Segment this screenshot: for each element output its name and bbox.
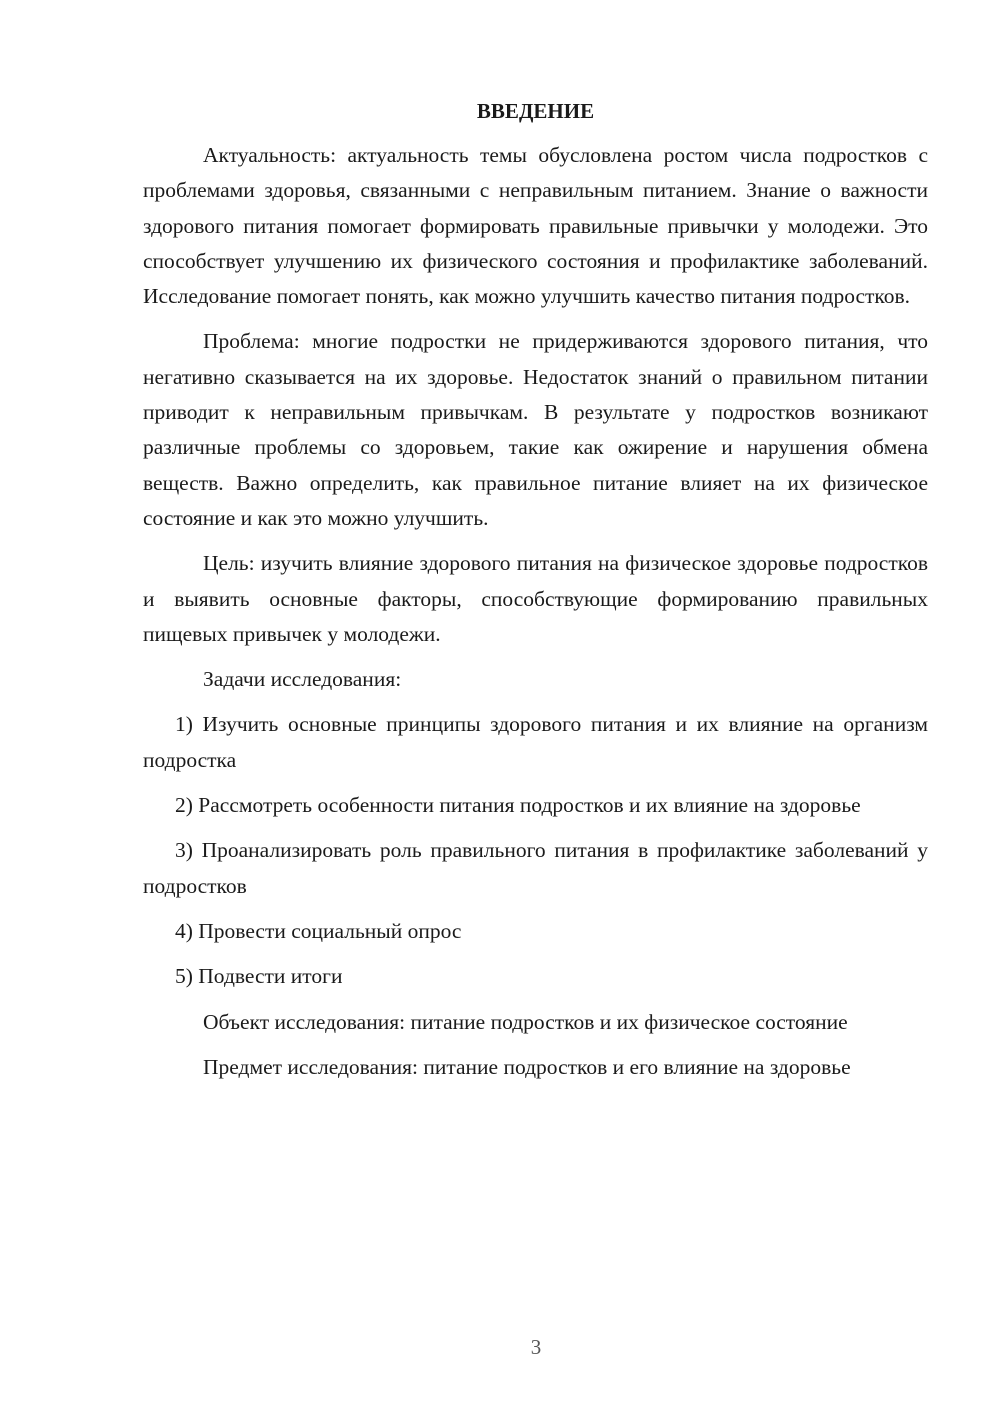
task-item: 2) Рассмотреть особенности питания подростков и их влияние на здоровье (175, 793, 861, 818)
task-item: 5) Подвести итоги (175, 964, 343, 989)
subject-paragraph: Предмет исследования: питание подростков и его влияние на здоровье (203, 1054, 851, 1079)
object-paragraph: Объект исследования: питание подростков и их физическое состояние (203, 1009, 848, 1034)
problem-paragraph: Проблема: многие подростки не придерживаются здорового питания, что негативно сказывается на их здоровье. Недостаток знаний о правильном питании приводит к неправильным привычкам. В результате у подростков возникают различные проблемы со здоровьем, такие как ожирение и нарушения обмена веществ. Важно определить, как правильное питание влияет на их физическое состояние и как это можно улучшить. (143, 329, 928, 530)
relevance-paragraph: Актуальность: актуальность темы обусловлена ростом числа подростков с проблемами здоровья, связанными с неправильным питанием. Знание о важности здорового питания помогает формировать правильные привычки у молодежи. Это способствует улучшению их физического состояния и профилактике заболеваний. Исследование помогает понять, как можно улучшить качество питания подростков. (143, 143, 928, 309)
tasks-heading: Задачи исследования: (203, 667, 402, 692)
goal-paragraph: Цель: изучить влияние здорового питания на физическое здоровье подростков и выявить основные факторы, способствующие формированию правильных пищевых привычек у молодежи. (143, 551, 928, 646)
page-number: 3 (530, 1335, 542, 1359)
section-title: ВВЕДЕНИЕ (476, 99, 595, 123)
page-content (143, 96, 928, 1095)
task-item: 3) Проанализировать роль правильного питания в профилактике заболеваний у подростков (143, 838, 928, 898)
task-item: 1) Изучить основные принципы здорового питания и их влияние на организм подростка (143, 712, 928, 772)
task-item: 4) Провести социальный опрос (175, 918, 462, 943)
